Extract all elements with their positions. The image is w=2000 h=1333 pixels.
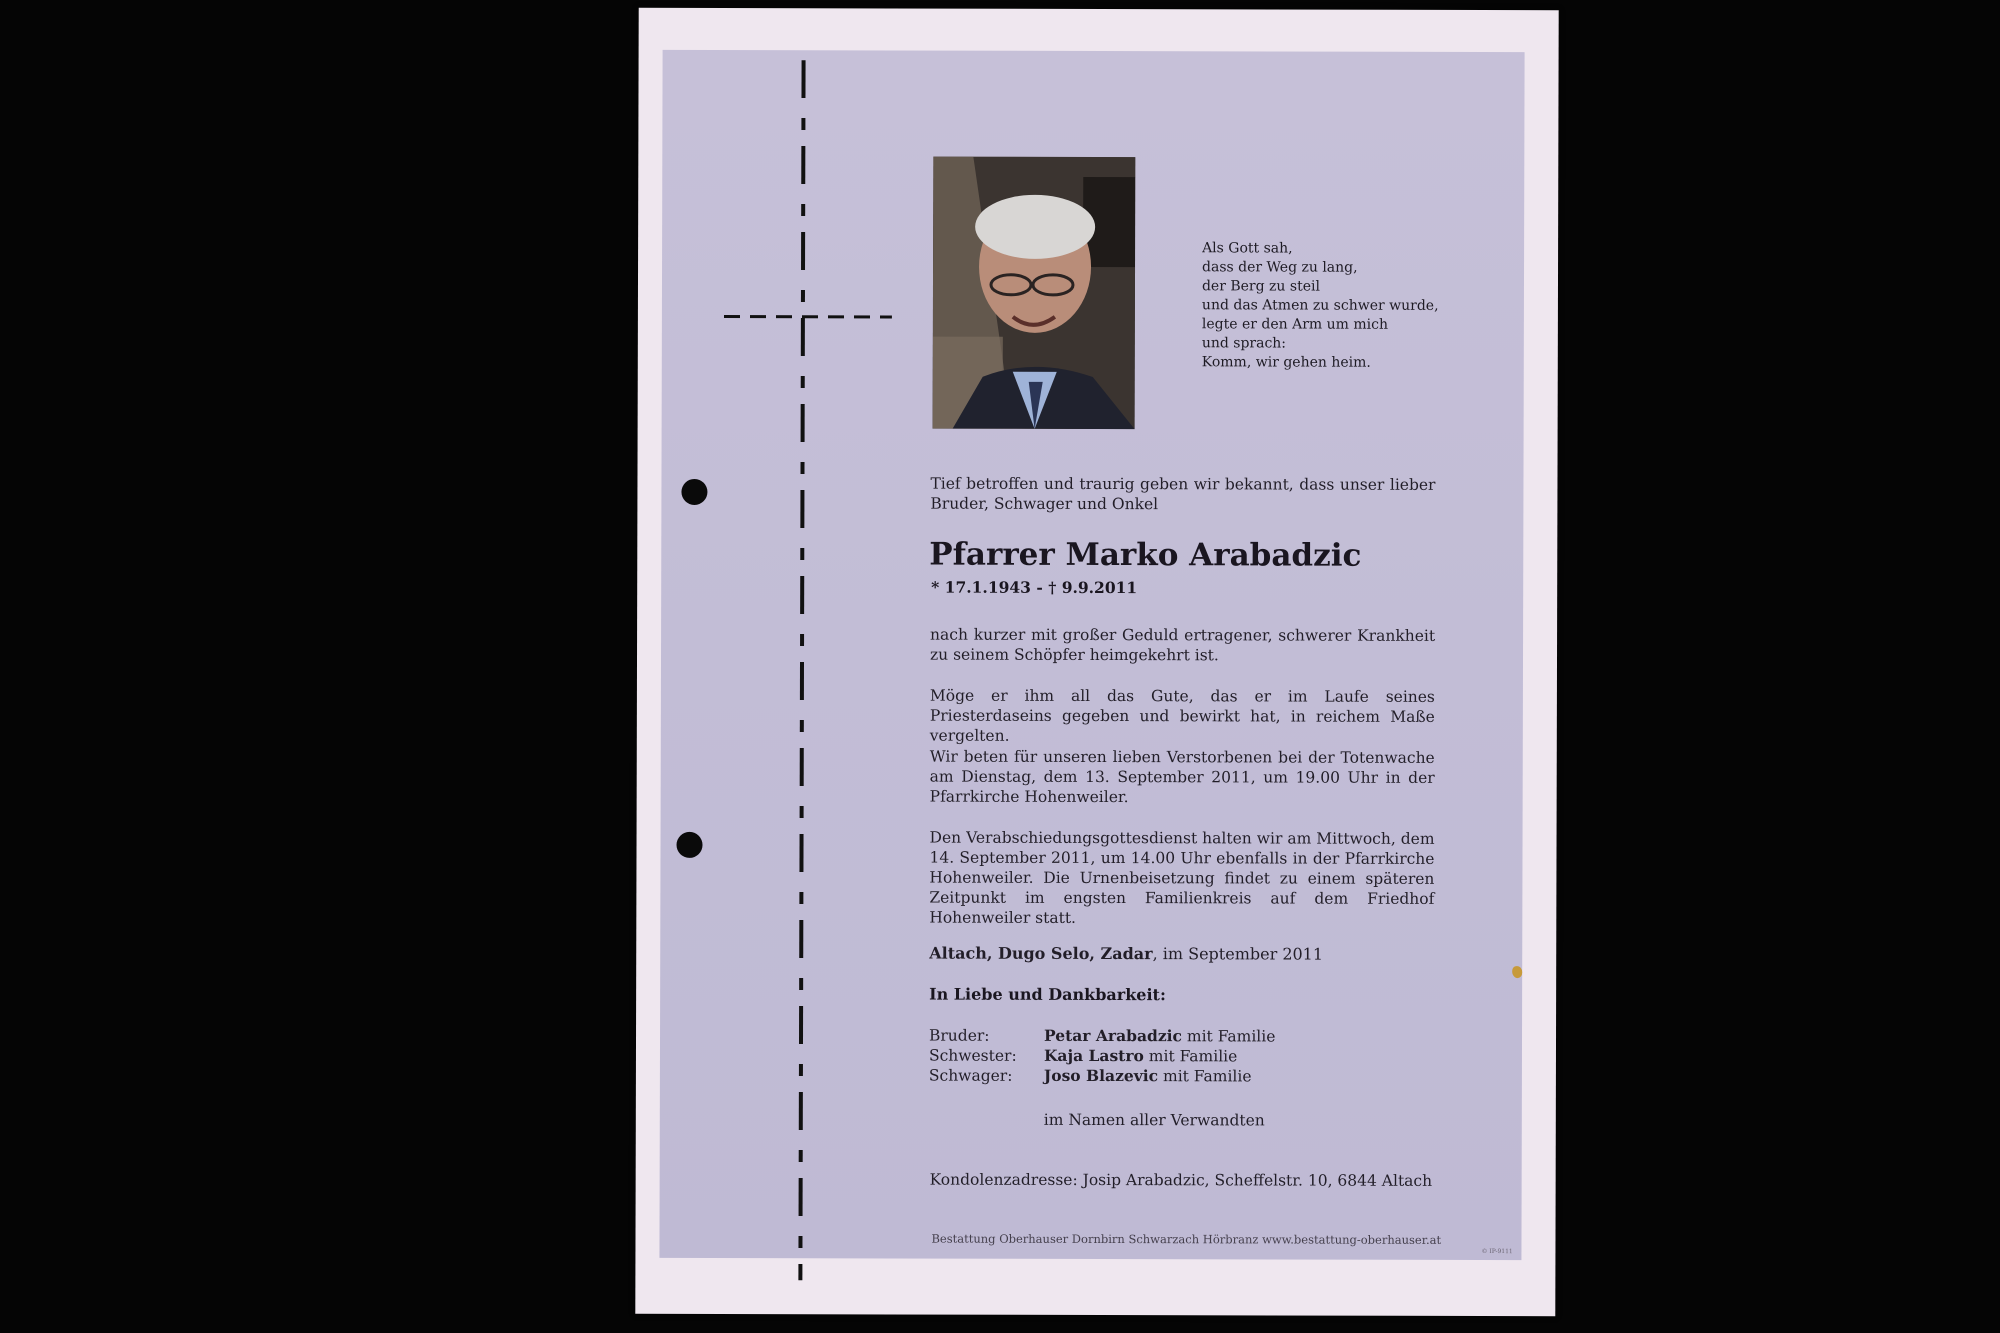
family-row [929, 1066, 1252, 1086]
punch-hole [681, 479, 707, 505]
love-heading: In Liebe und Dankbarkeit: [929, 984, 1166, 1005]
paragraph-2: Möge er ihm all das Gute, das er im Laufe seines Priesterdaseins gegeben und bewirkt hat, in reichem Maße vergelten. [929, 686, 1435, 745]
poem-line: Als Gott sah, [1202, 240, 1293, 257]
family-name: Joso Blazevic [1043, 1065, 1159, 1086]
print-code: © IP-9111 [1481, 1248, 1513, 1256]
family-row [929, 1026, 1275, 1046]
poem-line: und sprach: [1201, 335, 1287, 352]
paragraph-1: nach kurzer mit großer Geduld ertragener, schwerer Krankheit zu seinem Schöpfer heimgekehrt ist. [929, 625, 1436, 665]
deceased-name: Pfarrer Marko Arabadzic [929, 536, 1362, 574]
intro-text: Tief betroffen und traurig geben wir bekannt, dass unser lieber Bruder, Schwager und Onkel [930, 474, 1436, 514]
family-name: Petar Arabadzic [1043, 1025, 1182, 1046]
obituary-paper [635, 8, 1558, 1316]
poem-line: und das Atmen zu schwer wurde, [1201, 297, 1439, 314]
family-suffix: mit Familie [1158, 1067, 1252, 1086]
family-suffix: mit Familie [1143, 1047, 1238, 1066]
poem-line: Komm, wir gehen heim. [1201, 354, 1371, 371]
portrait-illustration [933, 157, 1136, 430]
paragraph-4: Den Verabschiedungsgottesdienst halten wir am Mittwoch, dem 14. September 2011, um 14.00 Uhr ebenfalls in der Pfarrkirche Hohenweiler. Die Urnenbeisetzung findet zu einem späteren Zeitpunkt im engsten Familienkreis auf dem Friedhof Hohenweiler statt. [929, 828, 1435, 927]
family-relation: Schwager: [928, 1066, 1013, 1085]
place-date-line [929, 944, 1323, 964]
condolence-address: Kondolenzadresse: Josip Arabadzic, Scheffelstr. 10, 6844 Altach [929, 1170, 1433, 1190]
poem-line: dass der Weg zu lang, [1202, 259, 1358, 276]
family-suffix: mit Familie [1181, 1027, 1276, 1046]
cross-horizontal-bar [724, 315, 892, 318]
family-row [929, 1046, 1237, 1066]
punch-hole [676, 832, 702, 858]
on-behalf-line: im Namen aller Verwandten [1043, 1110, 1265, 1130]
family-relation: Bruder: [928, 1026, 990, 1045]
cross-vertical-bar [798, 60, 805, 1280]
poem [1202, 239, 1462, 373]
funeral-home-footer: Bestattung Oberhauser Dornbirn Schwarzach Hörbranz www.bestattung-oberhauser.at [931, 1231, 1442, 1247]
family-relation: Schwester: [928, 1046, 1017, 1065]
places-suffix: , im September 2011 [1152, 944, 1324, 964]
paragraph-3: Wir beten für unseren lieben Verstorbenen bei der Totenwache am Dienstag, dem 13. September 2011, um 19.00 Uhr in der Pfarrkirche Hohenweiler. [929, 747, 1435, 807]
life-dates: * 17.1.1943 - † 9.9.2011 [931, 577, 1138, 598]
obituary-sheet [659, 50, 1524, 1260]
places: Altach, Dugo Selo, Zadar [929, 943, 1153, 964]
poem-line: der Berg zu steil [1201, 278, 1320, 295]
portrait-photo [933, 157, 1136, 430]
paper-speck [1512, 966, 1522, 978]
family-name: Kaja Lastro [1043, 1045, 1144, 1066]
poem-line: legte er den Arm um mich [1201, 316, 1389, 333]
